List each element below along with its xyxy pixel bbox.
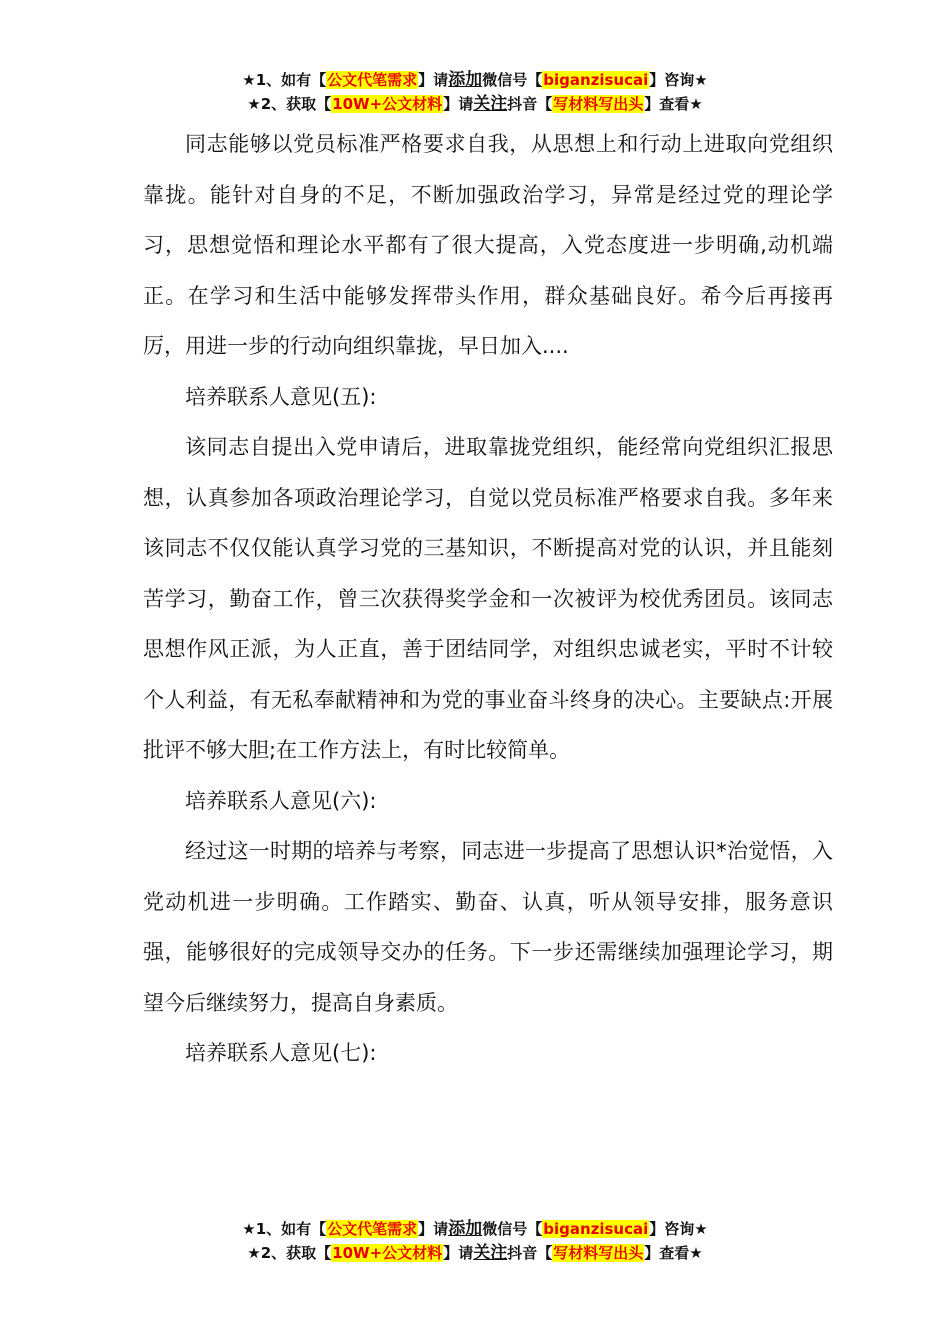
notice-text: 微信号【 <box>482 1220 543 1238</box>
highlight-account: 写材料写出头 <box>553 95 644 113</box>
notice-line-2 <box>0 1241 950 1265</box>
notice-line-1 <box>0 68 950 92</box>
notice-text: ★2、获取【 <box>247 1244 332 1262</box>
notice-text: ★2、获取【 <box>247 95 332 113</box>
emphasis-add: 添加 <box>448 70 483 90</box>
highlight-wechat-id: biganzisucai <box>543 71 649 89</box>
notice-text: 】查看★ <box>644 1244 703 1262</box>
notice-text: 抖音【 <box>507 95 553 113</box>
highlight-materials: 10W+公文材料 <box>332 1244 443 1262</box>
emphasis-follow: 关注 <box>473 94 508 114</box>
section-heading: 培养联系人意见(六): <box>185 788 377 813</box>
notice-line-1 <box>0 1217 950 1241</box>
document-body <box>143 119 833 1079</box>
notice-text: 】请 <box>418 71 449 89</box>
highlight-service: 公文代笔需求 <box>327 1220 418 1238</box>
notice-text: 】请 <box>443 95 474 113</box>
notice-text: 】查看★ <box>644 95 703 113</box>
highlight-materials: 10W+公文材料 <box>332 95 443 113</box>
header-notice <box>0 68 950 116</box>
footer-notice <box>0 1217 950 1265</box>
notice-text: ★1、如有【 <box>242 71 327 89</box>
emphasis-add: 添加 <box>448 1219 483 1239</box>
highlight-service: 公文代笔需求 <box>327 71 418 89</box>
notice-text: 抖音【 <box>507 1244 553 1262</box>
emphasis-follow: 关注 <box>473 1243 508 1263</box>
notice-text: 】咨询★ <box>649 1220 708 1238</box>
paragraph: 该同志自提出入党申请后，进取靠拢党组织，能经常向党组织汇报思想，认真参加各项政治理论学习，自觉以党员标准严格要求自我。多年来该同志不仅仅能认真学习党的三基知识，不断提高对党的认识，并且能刻苦学习，勤奋工作，曾三次获得奖学金和一次被评为校优秀团员。该同志思想作风正派，为人正直，善于团结同学，对组织忠诚老实，平时不计较个人利益，有无私奉献精神和为党的事业奋斗终身的决心。主要缺点:开展批评不够大胆;在工作方法上，有时比较简单。 <box>143 435 833 762</box>
highlight-account: 写材料写出头 <box>553 1244 644 1262</box>
notice-text: 】请 <box>418 1220 449 1238</box>
section-heading: 培养联系人意见(五): <box>185 384 377 409</box>
notice-text: 微信号【 <box>482 71 543 89</box>
notice-text: 】咨询★ <box>649 71 708 89</box>
notice-text: ★1、如有【 <box>242 1220 327 1238</box>
paragraph: 经过这一时期的培养与考察，同志进一步提高了思想认识*治觉悟，入党动机进一步明确。工作踏实、勤奋、认真，听从领导安排，服务意识强，能够很好的完成领导交办的任务。下一步还需继续加强理论学习，期望今后继续努力，提高自身素质。 <box>143 839 833 1015</box>
section-heading: 培养联系人意见(七): <box>185 1041 377 1065</box>
notice-text: 】请 <box>443 1244 474 1262</box>
paragraph: 同志能够以党员标准严格要求自我，从思想上和行动上进取向党组织靠拢。能针对自身的不足，不断加强政治学习，异常是经过党的理论学习，思想觉悟和理论水平都有了很大提高，入党态度进一步明确,动机端正。在学习和生活中能够发挥带头作用，群众基础良好。希今后再接再厉，用进一步的行动向组织靠拢，早日加入.... <box>143 132 833 358</box>
notice-line-2 <box>0 92 950 116</box>
highlight-wechat-id: biganzisucai <box>543 1220 649 1238</box>
